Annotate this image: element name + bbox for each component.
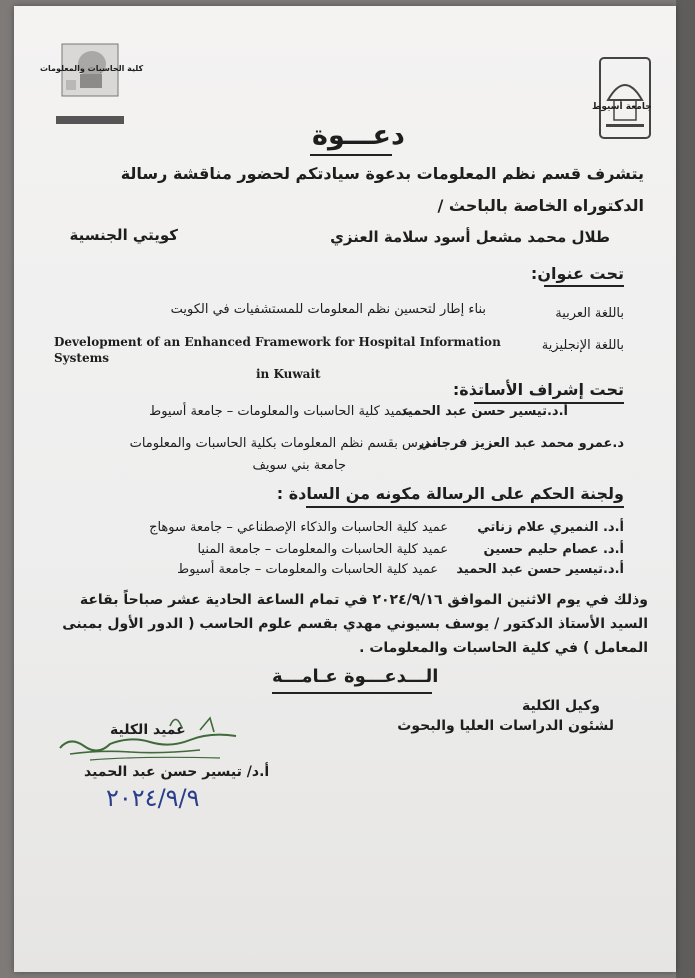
- candidate-nationality: كويتي الجنسية: [69, 226, 178, 244]
- supervisors-heading: تحت إشراف الأساتذة:: [452, 380, 624, 399]
- supervisor-title-2b: جامعة بني سويف: [252, 458, 346, 473]
- committee-title-1: عميد كلية الحاسبات والذكاء الإصطناعي – جامعة سوهاج: [149, 520, 448, 535]
- committee-title-2: عميد كلية الحاسبات والمعلومات – جامعة المنيا: [197, 542, 448, 557]
- english-title: [54, 334, 524, 382]
- dean-name: أ.د/ تيسير حسن عبد الحميد: [84, 764, 270, 780]
- faculty-logo-text: كلية الحاسبات والمعلومات: [40, 64, 144, 73]
- supervisor-name-2: د.عمرو محمد عبد العزيز فرجاني: [418, 436, 624, 451]
- supervisor-name-1: أ.د.تيسير حسن عبد الحميد: [400, 404, 568, 419]
- topic-underline: [544, 285, 624, 287]
- candidate-name: طلال محمد مشعل أسود سلامة العنزي: [330, 228, 610, 246]
- supervisor-title-1: عميد كلية الحاسبات والمعلومات – جامعة أسيوط: [149, 404, 410, 419]
- committee-name-3: أ.د.تيسير حسن عبد الحميد: [456, 562, 624, 577]
- document-title: دعـــوة: [312, 120, 405, 151]
- title-underline: [310, 154, 392, 156]
- faculty-logo-icon: [52, 40, 128, 130]
- supervisor-title-2: مدرس بقسم نظم المعلومات بكلية الحاسبات والمعلومات: [129, 436, 438, 451]
- intro-line-1: يتشرف قسم نظم المعلومات بدعوة سيادتكم لحضور مناقشة رسالة: [120, 164, 644, 183]
- arabic-label: باللغة العربية: [555, 306, 624, 321]
- committee-heading: ولجنة الحكم على الرسالة مكونه من السادة :: [276, 484, 624, 503]
- vice-dean-title: وكيل الكلية: [521, 698, 600, 714]
- vice-dean-subtitle: لشئون الدراسات العليا والبحوث: [397, 718, 614, 734]
- committee-name-2: أ.د. عصام حليم حسين: [483, 542, 624, 557]
- dean-title: عميد الكلية: [110, 722, 186, 738]
- closing-text: الـــدعـــوة عـامـــة: [272, 666, 439, 687]
- details-line-1: وذلك في يوم الاثنين الموافق ٢٠٢٤/٩/١٦ في تمام الساعة الحادية عشر صباحاً بقاعة: [79, 592, 648, 608]
- intro-line-2: الدكتوراه الخاصة بالباحث /: [437, 196, 644, 215]
- topic-heading: تحت عنوان:: [530, 264, 624, 283]
- committee-underline: [306, 506, 624, 508]
- english-title-line-2: in Kuwait: [256, 367, 321, 381]
- background-edge: [676, 0, 695, 978]
- university-logo-text: جامعة أسيوط: [592, 102, 652, 112]
- handwritten-date: ٢٠٢٤/٩/٩: [106, 784, 200, 812]
- english-title-line-1: Development of an Enhanced Framework for Hospital Information Systems: [54, 335, 501, 365]
- committee-name-1: أ.د. النميري علام زناتي: [477, 520, 624, 535]
- invitation-document: [14, 6, 676, 972]
- arabic-title: بناء إطار لتحسين نظم المعلومات للمستشفيات في الكويت: [170, 302, 486, 317]
- committee-title-3: عميد كلية الحاسبات والمعلومات – جامعة أسيوط: [177, 562, 438, 577]
- english-label: باللغة الإنجليزية: [541, 338, 624, 353]
- university-logo-icon: [594, 56, 656, 140]
- details-line-3: المعامل ) في كلية الحاسبات والمعلومات .: [359, 640, 648, 656]
- details-line-2: السيد الأستاذ الدكتور / يوسف بسيوني مهدي بقسم علوم الحاسب ( الدور الأول بمبنى: [62, 616, 648, 632]
- closing-underline: [272, 692, 432, 694]
